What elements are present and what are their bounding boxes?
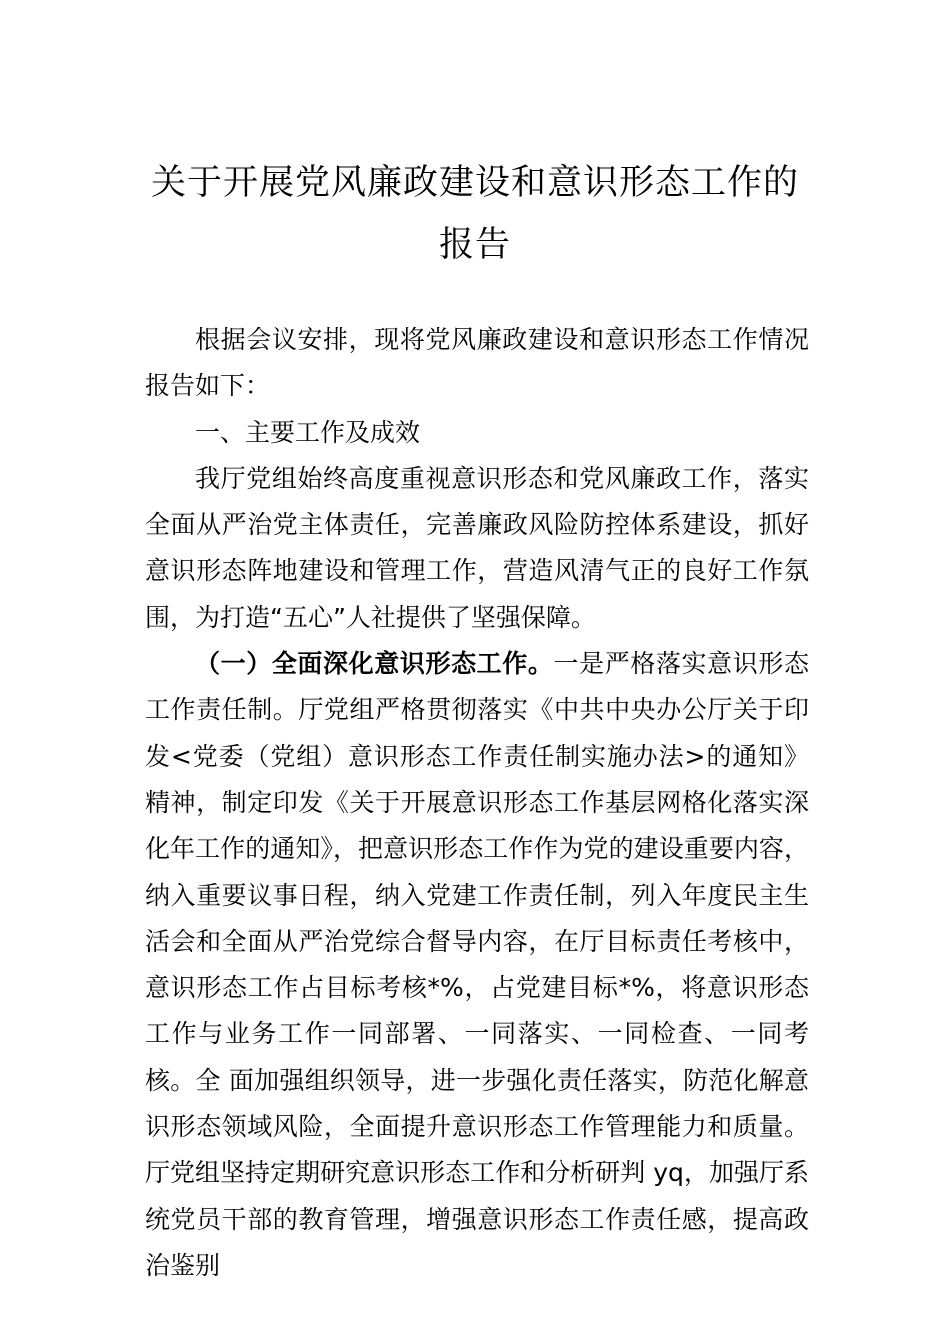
paragraph-ideology-work — [145, 641, 809, 1289]
paragraph-overview: 我厅党组始终高度重视意识形态和党风廉政工作，落实全面从严治党主体责任，完善廉政风险防控体系建设，抓好意识形态阵地建设和管理工作，营造风清气正的良好工作氛围，为打造“五心”人社提供了坚强保障。 — [145, 463, 809, 632]
document-body — [145, 317, 809, 1289]
document-title-line2: 报告 — [438, 225, 511, 265]
document-title-line1: 关于开展党风廉政建设和意识形态工作的 — [150, 163, 799, 203]
paragraph-intro: 根据会议安排，现将党风廉政建设和意识形态工作情况报告如下： — [145, 325, 809, 401]
section-heading-1: 一、主要工作及成效 — [195, 417, 421, 447]
paragraph-ideology-text: 一是严格落实意识形态工作责任制。厅党组严格贯彻落实《中共中央办公厅关于印发<党委（党组）意识形态工作责任制实施办法>的通知》精神，制定印发《关于开展意识形态工作基层网格化落实深化年工作的通知》，把意识形态工作作为党的建设重要内容，纳入重要议事日程，纳入党建工作责任制，列入年度民主生活会和全面从严治党综合督导内容，在厅目标责任考核中，意识形态工作占目标考核*%，占党建目标*%，将意识形态工作与业务工作一同部署、一同落实、一同检查、一同考核。全 面加强组织领导，进一步强化责任落实，防范化解意识形态领域风险，全面提升意识形态工作管理能力和质量。厅党组坚持定期研究意识形态工作和分析研判 yq，加强厅系统党员干部的教育管理，增强意识形态工作责任感，提高政治鉴别 — [145, 649, 809, 1280]
subsection-heading-1: （一）全面深化意识形态工作。 — [195, 649, 554, 679]
